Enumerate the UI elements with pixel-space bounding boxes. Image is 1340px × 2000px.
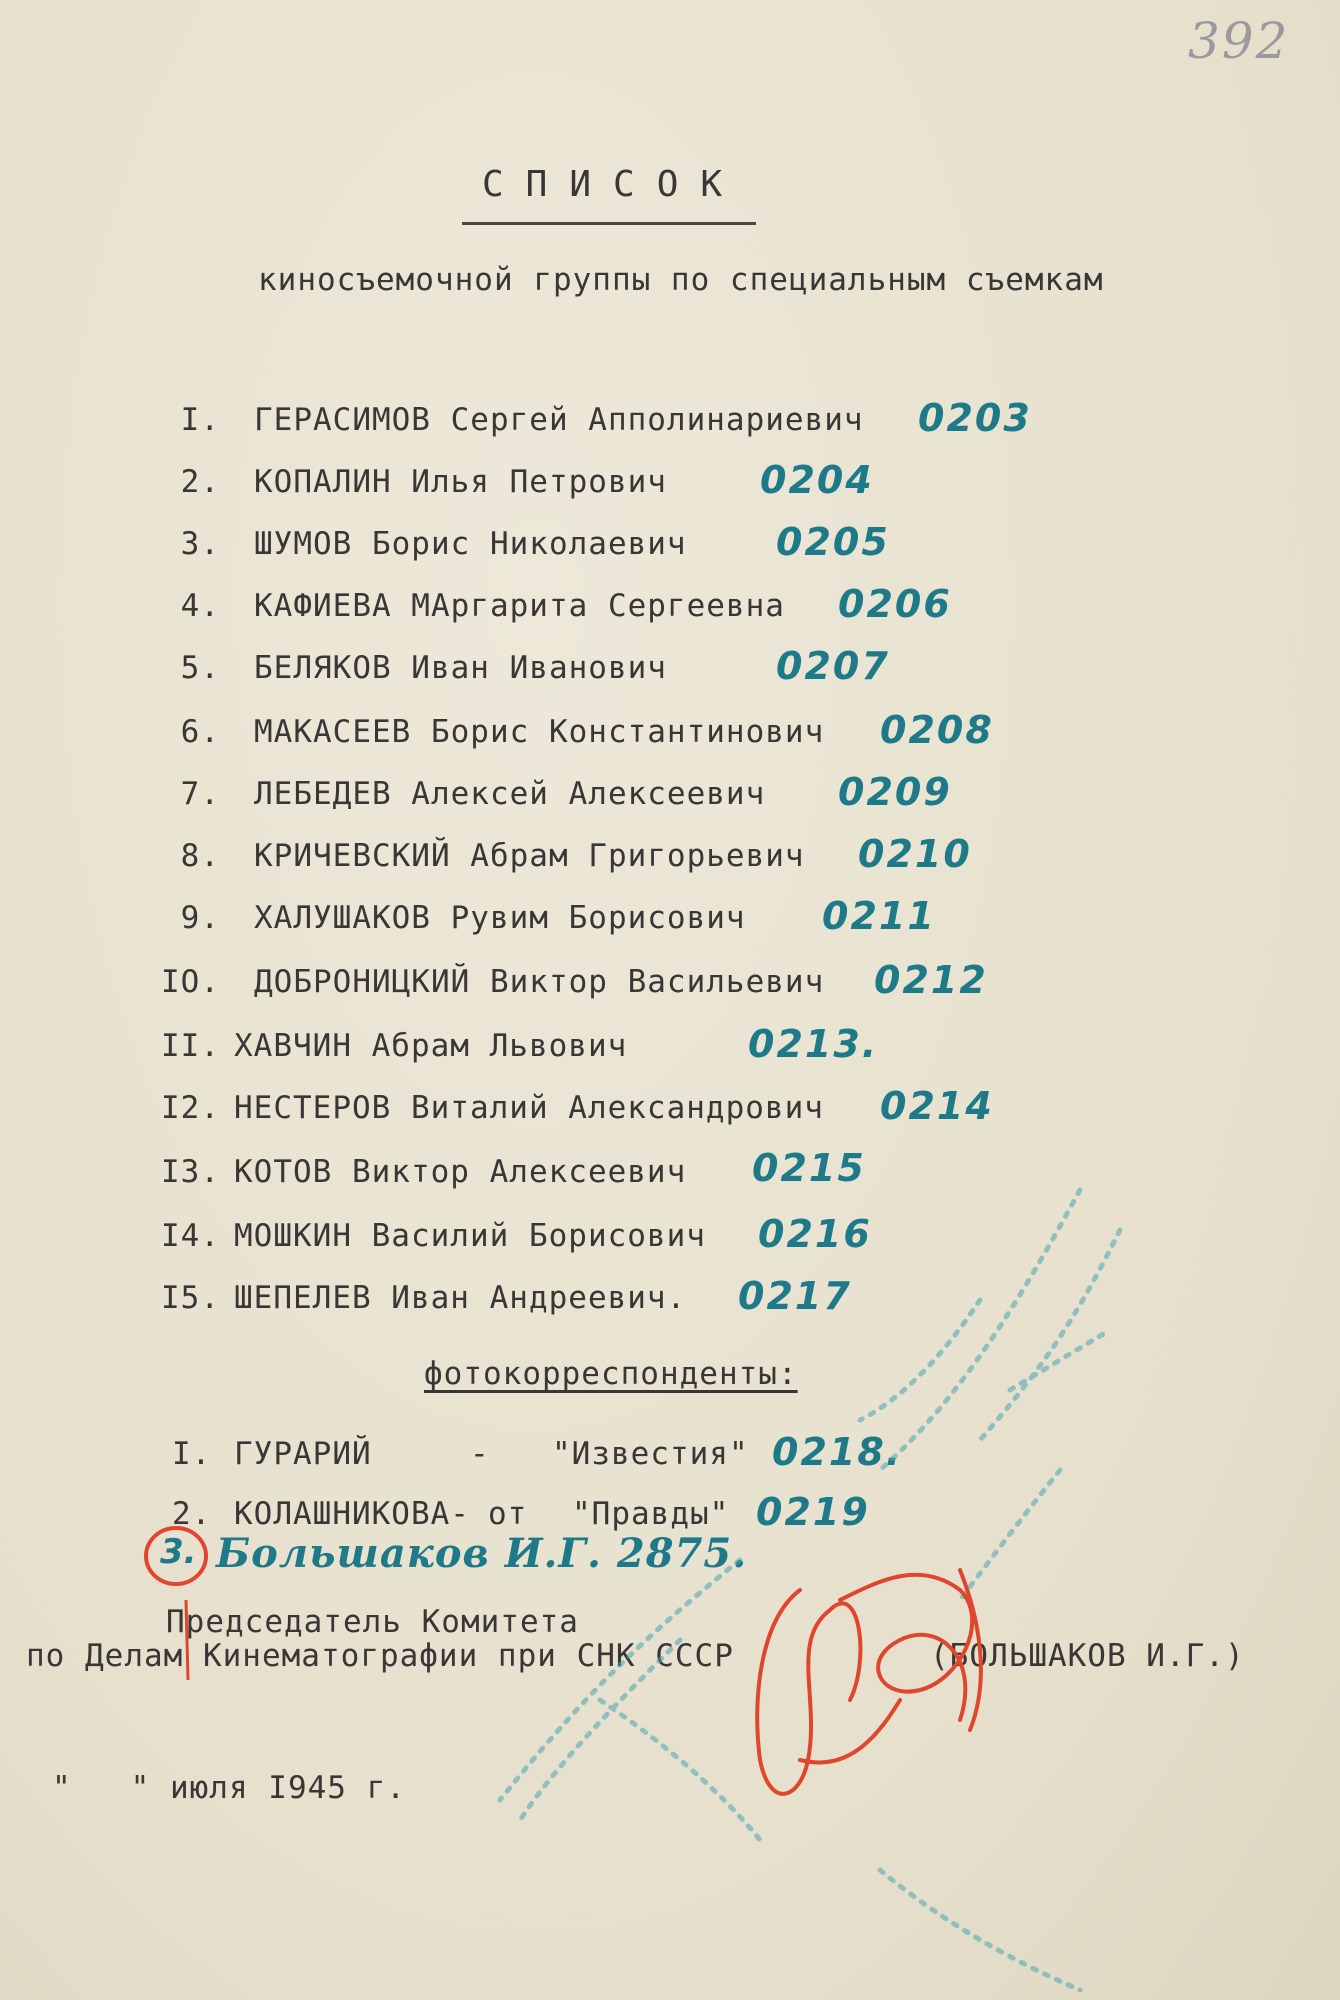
list-item-number: 3. <box>180 526 220 562</box>
list-item-name: ХАЛУШАКОВ Рувим Борисович <box>254 900 746 936</box>
list-item-number: II. <box>161 1028 220 1064</box>
document-subtitle: киносъемочной группы по специальным съемкам <box>258 262 1104 298</box>
list-item-name: ШУМОВ Борис Николаевич <box>254 526 687 562</box>
list-item-number: I. <box>180 402 220 438</box>
handwritten-code: 0207 <box>776 644 890 688</box>
list-item-number: 2. <box>180 464 220 500</box>
photographer-name: ГУРАРИЙ <box>234 1436 372 1472</box>
handwritten-code: 0206 <box>838 582 952 626</box>
list-item-name: ЛЕБЕДЕВ Алексей Алексеевич <box>254 776 766 812</box>
photographer-outlet: "Известия" <box>552 1436 749 1472</box>
archive-page-number: 392 <box>1188 12 1290 70</box>
list-item-name: ДОБРОНИЦКИЙ Виктор Васильевич <box>254 964 825 1000</box>
list-item-name: ХАВЧИН Абрам Львович <box>234 1028 628 1064</box>
list-item-name: НЕСТЕРОВ Виталий Александрович <box>234 1090 824 1126</box>
list-item-name: КОТОВ Виктор Алексеевич <box>234 1154 687 1190</box>
photographer-number: 2. <box>172 1496 212 1532</box>
handwritten-code: 0219 <box>756 1490 870 1534</box>
list-item-name: ГЕРАСИМОВ Сергей Апполинариевич <box>254 402 864 438</box>
list-item-name: БЕЛЯКОВ Иван Иванович <box>254 650 667 686</box>
handwritten-code: 0205 <box>776 520 890 564</box>
list-item-number: 8. <box>180 838 220 874</box>
list-item-number: I4. <box>161 1218 220 1254</box>
list-item-number: 4. <box>180 588 220 624</box>
list-item-number: I5. <box>161 1280 220 1316</box>
document-title: СПИСОК <box>482 164 745 205</box>
list-item-number: I2. <box>161 1090 220 1126</box>
list-item-name: КОПАЛИН Илья Петрович <box>254 464 667 500</box>
handwritten-code: 0211 <box>822 894 936 938</box>
list-item-name: МОШКИН Василий Борисович <box>234 1218 706 1254</box>
photographer-dash: - <box>470 1436 490 1472</box>
handwritten-code: 0214 <box>880 1084 994 1128</box>
list-item-number: IO. <box>161 964 220 1000</box>
handwritten-code: 0203 <box>918 396 1032 440</box>
list-item-number: I3. <box>161 1154 220 1190</box>
handwritten-code: 0210 <box>858 832 972 876</box>
photographer-outlet: "Правды" <box>572 1496 730 1532</box>
handwritten-code: 0218. <box>772 1430 903 1474</box>
signature-line-1: Председатель Комитета <box>166 1604 579 1640</box>
handwritten-code: 0204 <box>760 458 874 502</box>
document-date: " " июля I945 г. <box>52 1770 406 1806</box>
handwritten-code: 0215 <box>752 1146 866 1190</box>
signature-scrawl <box>757 1570 981 1794</box>
handwritten-code: 0217 <box>738 1274 852 1318</box>
list-item-name: КАФИЕВА МАргарита Сергеевна <box>254 588 785 624</box>
handwritten-code: 0213. <box>748 1022 879 1066</box>
list-item-name: МАКАСЕЕВ Борис Константинович <box>254 714 825 750</box>
handwritten-code: 0212 <box>874 958 988 1002</box>
handwritten-code: 0209 <box>838 770 952 814</box>
signatory-name: (БОЛЬШАКОВ И.Г.) <box>930 1638 1245 1674</box>
handwritten-entry-number: 3. <box>160 1532 197 1572</box>
list-item-number: 7. <box>180 776 220 812</box>
title-underline <box>462 222 756 225</box>
list-item-number: 5. <box>180 650 220 686</box>
list-item-name: ШЕПЕЛЕВ Иван Андреевич. <box>234 1280 687 1316</box>
list-item-name: КРИЧЕВСКИЙ Абрам Григорьевич <box>254 838 805 874</box>
photographer-name: КОЛАШНИКОВА- <box>234 1496 470 1532</box>
handwritten-code: 0216 <box>758 1212 872 1256</box>
handwritten-code: 0208 <box>880 708 994 752</box>
signature-line-2: по Делам Кинематографии при СНК СССР <box>26 1638 734 1674</box>
list-item-number: 9. <box>180 900 220 936</box>
photographers-heading: фотокорреспонденты: <box>424 1356 798 1392</box>
photographer-dash: от <box>488 1496 528 1532</box>
photographer-number: I. <box>172 1436 212 1472</box>
list-item-number: 6. <box>180 714 220 750</box>
handwritten-entry: Большаков И.Г. 2875. <box>216 1530 748 1577</box>
